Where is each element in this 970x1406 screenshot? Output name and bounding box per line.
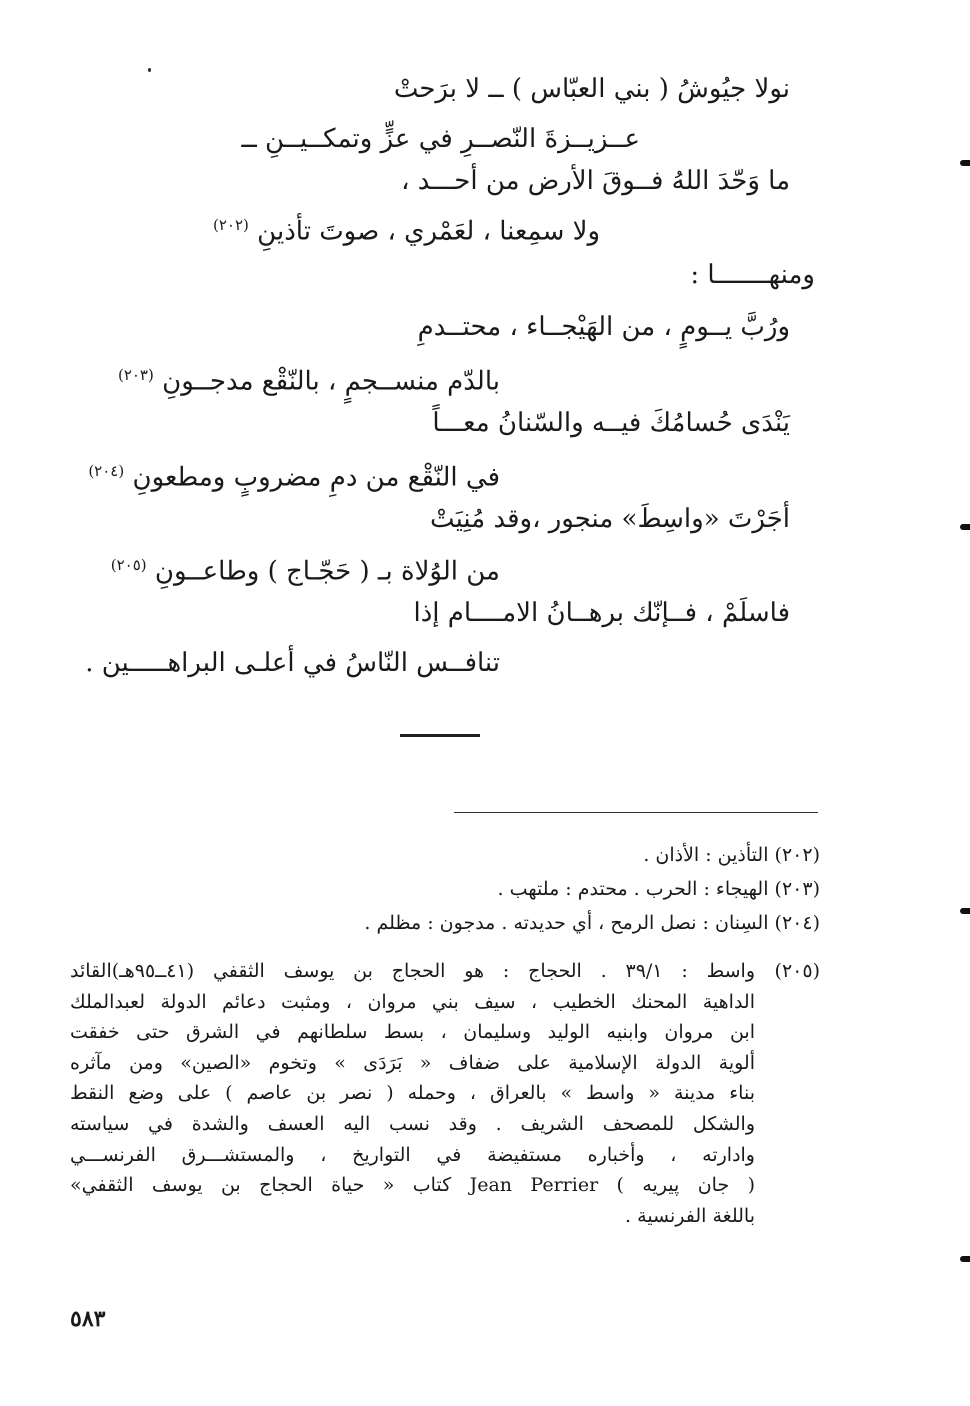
footnote-205-line: واسط : ٣٩/١ . الحجاج : هو الحجاج بن يوسف الثقفي (٤١ــ٩٥هـ)القائد — [70, 960, 756, 982]
footnote-205-line: ابن مروان وابنيه الوليد وسليمان ، بسط سلطانهم في الشرق حتى خفقت — [70, 1021, 755, 1044]
footnote-205-line: ألوية الدولة الإسلامية على ضفاف « بَرَدَى » وتخوم «الصين» ومن مآثره — [70, 1051, 755, 1074]
footnote-205 — [70, 956, 755, 1231]
footnote-203 — [498, 874, 820, 904]
footnote-divider — [454, 812, 818, 813]
poem-line-3: ما وَحّدَ اللهُ فــوقَ الأرض من أحـــد ، — [401, 166, 790, 196]
footnote-205-line: باللغة الفرنسية . — [625, 1204, 755, 1227]
footnote-205-line: وادارته ، وأخباره مستفيضة في التواريخ ، والمستشـــرق الفرنســـي — [70, 1143, 755, 1166]
footnote-205-line: والشكل للمصحف الشريف . وقد نسب اليه العسف والشدة في سياسته — [70, 1112, 755, 1135]
poem-line-9: أجَرْتَ «واسِطَ» منجور ،وقد مُنِيَتْ — [430, 504, 790, 534]
footnote-205-line: ( جان پيريه ) Jean Perrier كتاب « حياة الحجاج بن يوسف الثقفي» — [70, 1174, 755, 1197]
footnote-text: التأذين : الأذان . — [643, 844, 769, 866]
footnote-number: (٢٠٣) — [774, 878, 820, 900]
footnote-ref-204: (٢٠٤) — [88, 462, 125, 480]
scan-edge-mark — [960, 1256, 970, 1262]
poem-line-11: فاسلَمْ ، فــإنّك برهــانُ الامــــام إذا — [413, 598, 790, 628]
scan-speck — [148, 68, 151, 72]
poem-line-10-text: من الوُلاة بـ ( حَجّـاج ) وطاعــونِ — [154, 556, 500, 587]
poem-line-4 — [213, 208, 600, 249]
poem-line-12: تنافــس النّاسُ في أعلـى البراهـــــين . — [85, 648, 500, 678]
scan-edge-mark — [960, 160, 970, 166]
footnote-text: الهيجاء : الحرب . محتدم : ملتهب . — [497, 878, 769, 900]
poem-line-1: نولا جيُوشُ ( بني العبّاس ) ــ لا برَحتْ — [393, 74, 790, 104]
scan-edge-mark — [960, 524, 970, 530]
section-heading: ومنهـــــــا : — [690, 260, 815, 290]
section-divider — [400, 734, 480, 737]
poem-line-6 — [118, 358, 500, 399]
poem-line-4-text: ولا سمِعنا ، لعَمْري ، صوتَ تأذينِ — [257, 216, 600, 247]
footnote-number: (٢٠٢) — [774, 844, 820, 866]
footnote-text: السِنان : نصل الرمح ، أي حديدته . مدجون : مظلم . — [364, 912, 769, 934]
poem-line-5: ورُبَّ يــومٍ ، من الهَيْجــاء ، محتــدمِ — [417, 312, 790, 342]
poem-line-8 — [88, 454, 500, 495]
footnote-202 — [643, 840, 820, 870]
poem-line-8-text: في النّقْع من دمِ مضروبٍ ومطعونِ — [132, 462, 500, 493]
page-number: ٥٨٣ — [70, 1306, 106, 1332]
footnote-ref-205: (٢٠٥) — [110, 556, 147, 574]
footnote-ref-202: (٢٠٢) — [213, 216, 249, 234]
footnote-205-number: (٢٠٥) — [774, 960, 820, 982]
poem-line-7: يَنْدَى حُسامُكَ فيــه والسّنانُ معـــاً — [432, 408, 790, 438]
footnote-204 — [364, 908, 820, 938]
poem-line-6-text: بالدّم منســجمٍ ، بالنّقْع مدجــونِ — [162, 366, 500, 397]
poem-line-10 — [111, 548, 500, 589]
footnote-ref-203: (٢٠٣) — [117, 366, 154, 384]
scan-edge-mark — [960, 908, 970, 914]
footnote-number: (٢٠٤) — [774, 912, 820, 934]
footnote-205-line: بناء مدينة « واسط » بالعراق ، وحمله ( نصر بن عاصم ) على وضع النقط — [70, 1082, 755, 1105]
footnote-205-line: الداهية المحنك الخطيب ، سيف بني مروان ، ومثبت دعائم الدولة لعبدالملك — [70, 990, 755, 1013]
poem-line-2: عــزيــزةَ النّصــرِ في عزٍّ وتمكــيــنِ ــ — [241, 124, 640, 154]
